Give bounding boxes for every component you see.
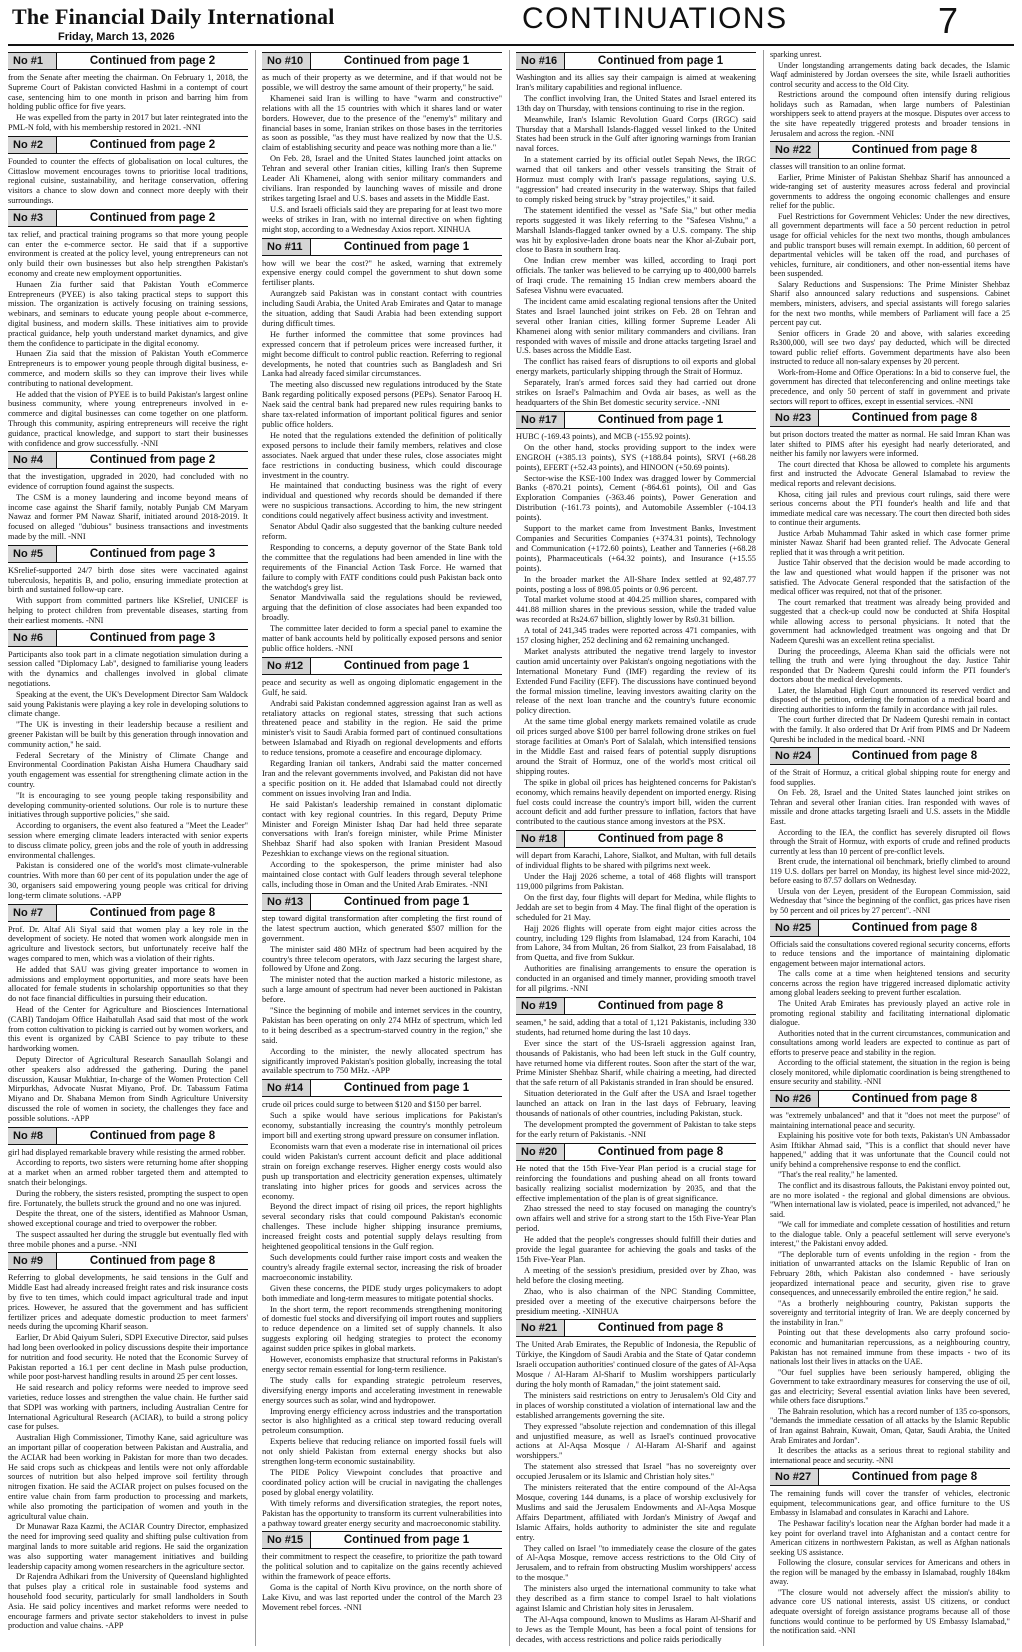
article-paragraph: During the robbery, the sisters resisted, prompting the suspect to open fire. Fortunately, the bullets struck the ground and no one was injured.	[8, 1188, 248, 1208]
article-paragraph: was "extremely unbalanced" and that it "does not meet the purpose" of maintaining international peace and security.	[770, 1111, 1010, 1130]
article-paragraph: The incident came amid escalating regional tensions after the United States and Israel launched joint strikes on Feb. 28 on Tehran and several other Iranian cities, killing former Supreme Leader Ali Khamenei along with senior military commanders and civilians. Iran responded with waves of missile and drone attacks targeting Israel and U.S. bases across the Middle East.	[516, 296, 756, 356]
article-paragraph: Pakistan is considered one of the world's most climate-vulnerable countries. With more than 60 per cent of its population under the age of 30, organisers said empowering young people was critical for driving long-term climate solutions. -APP	[8, 861, 248, 900]
article-paragraph: Zhao stressed the need to stay focused on managing the country's own affairs well and strive for a strong start to the 15th Five-Year Plan period.	[516, 1204, 756, 1234]
article-paragraph: step toward digital transformation after completing the first round of the latest spectrum auction, which generated $507 million for the government.	[262, 913, 502, 943]
continued-label: Continued from page 1	[343, 240, 470, 253]
article-paragraph: that the investigation, upgraded in 2020, had concluded with no evidence of corruption found against the suspects.	[8, 472, 248, 492]
article-paragraph: The meeting also discussed new regulations introduced by the State Bank regarding politically exposed persons (PEPs). Senator Farooq H. Naek said the central bank had prepared new rules requiring banks to share tax-related information of important political figures and senior public office holders.	[262, 380, 502, 429]
article-paragraph: The spike in global oil prices has heightened concerns for Pakistan's economy, which remains heavily dependent on imported energy. Rising fuel costs could increase the country's import bill, widen the current account deficit and add further pressure to inflation, factors that have contributed to the cautious stance among investors at the PSX.	[516, 777, 756, 827]
continued-label: Continued from page 3	[89, 631, 216, 644]
column-divider	[509, 50, 510, 1646]
article-paragraph: The suspect assaulted her during the struggle but eventually fled with three mobile phones and a purse. -NNI	[8, 1229, 248, 1249]
article-paragraph: from the Senate after meeting the chairman. On February 1, 2018, the Supreme Court of Pakistan convicted Hashmi in a contempt of court case, sentencing him to one month in prison and barring him from holding public office for five years.	[8, 73, 248, 112]
continued-label: Continued from page 8	[597, 999, 724, 1012]
continued-header	[8, 136, 248, 154]
article-paragraph: Khosa, citing jail rules and previous court rulings, said there were serious concerns about the PTI founder's health and life and that immediate medical care was necessary. The court then directed both sides to continue their arguments.	[770, 489, 1010, 528]
article-paragraph: According to the IEA, the conflict has severely disrupted oil flows through the Strait of Hormuz, with exports of crude and refined products currently at less than 10 percent of pre-conflict levels.	[770, 827, 1010, 856]
news-article	[516, 52, 756, 408]
article-paragraph: Total market volume stood at 404.25 million shares, compared with 441.88 million shares in the previous session, while the traded value was recorded at Rs24.67 billion, slightly lower by Rs0.31 billion.	[516, 595, 756, 625]
article-paragraph: of the Strait of Hormuz, a critical global shipping route for energy and food supplies.	[770, 768, 1010, 787]
news-article	[8, 904, 248, 1124]
article-paragraph: girl had displayed remarkable bravery while resisting the armed robber.	[8, 1147, 246, 1157]
article-paragraph: Federal Secretary of the Ministry of Climate Change and Environmental Coordination Pakistan Aisha Humera Chaudhary said youth engagement was essential for strengthening climate action in the country.	[8, 750, 248, 790]
article-paragraph: Following the closure, consular services for Americans and others in the region will be managed by the embassy in Islamabad, roughly 184km away.	[770, 1558, 1010, 1587]
news-article	[770, 747, 1010, 915]
article-number: No #2	[8, 137, 57, 153]
article-paragraph: In the broader market the All-Share Index settled at 92,487.77 points, posting a loss of 898.05 points or 0.96 percent.	[516, 574, 756, 594]
article-paragraph: classes will transition to an online format.	[770, 162, 906, 172]
article-paragraph: The court directed that Khosa be allowed to complete his arguments first and instructed the Advocate General Islamabad to review the medical reports and relevant decisions.	[770, 459, 1010, 488]
news-article	[770, 50, 1010, 138]
news-article	[262, 52, 502, 235]
news-article	[516, 997, 756, 1140]
continued-label: Continued from page 3	[89, 547, 216, 560]
continued-header	[8, 451, 248, 469]
issue-date: Friday, March 13, 2026	[58, 31, 175, 43]
article-paragraph: Market analysts attributed the negative trend largely to investor caution amid uncertainty over Pakistan's ongoing negotiations with the International Monetary Fund (IMF) regarding the review of its Extended Fund Facility (EFF). The discussions have continued beyond the formal mission timeline, leaving investors awaiting clarity on the release of the next loan tranche and the country's future economic policy direction.	[516, 646, 756, 716]
article-paragraph: Dr Munawar Raza Kazmi, the ACIAR Country Director, emphasized the need for improving seed quality and shifting pulse cultivation from marginal lands to more suitable arid regions. He said the organization was also supporting water management initiatives and building leadership capacity among women researchers in the agriculture sector.	[8, 1522, 248, 1571]
article-paragraph: Such a spike would have serious implications for Pakistan's economy, substantially increasing the country's monthly petroleum import bill and exerting strong upward pressure on consumer inflation.	[262, 1111, 502, 1141]
continued-header	[516, 830, 756, 848]
article-paragraph: On the other hand, stocks providing support to the index were ENGROH (+385.13 points), SYS (+188.84 points), SRVI (+68.28 points), EFERT (+52.43 points), and HINOON (+50.69 points).	[516, 442, 756, 472]
article-number: No #10	[262, 53, 311, 69]
column-divider	[763, 50, 764, 1646]
article-paragraph: Speaking at the event, the UK's Development Director Sam Waldock said young Pakistanis were playing a key role in developing solutions to climate change.	[8, 689, 248, 719]
article-paragraph: seamen," he said, adding that a total of 1,121 Pakistanis, including 330 students, had returned home during the last 10 days.	[516, 1017, 756, 1037]
article-paragraph: The conflict has raised fears of disruptions to oil exports and global energy markets, particularly shipping through the Strait of Hormuz.	[516, 357, 756, 377]
article-paragraph: will depart from Karachi, Lahore, Sialkot, and Multan, with full details of individual flights to be shared with pilgrims next week.	[516, 851, 756, 871]
article-paragraph: Fuel Restrictions for Government Vehicles: Under the new directives, all government departments will face a 50 percent reduction in petrol usage for official vehicles for the next two months, though ambulances and public transport buses will remain exempt. In addition, 60 percent of departmental vehicles will be taken off the road, and purchases of vehicles, furniture, air conditioners, and other non-essential items have been suspended.	[770, 211, 1010, 279]
article-paragraph: as much of their property as we determine, and if that would not be possible, we will destroy the same amount of their property," he said.	[262, 73, 502, 92]
article-paragraph: "The UK is investing in their leadership because a resilient and greener Pakistan will be built by this generation through innovation and community action," he said.	[8, 720, 248, 749]
news-article	[516, 1319, 756, 1644]
article-paragraph: The ministers said restrictions on entry to Jerusalem's Old City and in places of worship constituted a violation of international law and the established arrangements governing the site.	[516, 1390, 756, 1420]
continued-label: Continued from page 8	[89, 906, 216, 919]
article-paragraph: The court remarked that treatment was already being provided and suggested that a check-up could now be conducted at Shifa Hospital while allowing access to personal physicians. It noted that the government had acknowledged treatment was ongoing and that Dr Nadeem Qureshi was an excellent retina specialist.	[770, 597, 1010, 645]
article-paragraph: Meanwhile, Iran's Islamic Revolution Guard Corps (IRGC) said Thursday that a Marshall Islands-flagged vessel linked to the United States had been struck in the Gulf after ignoring warnings from Iranian naval forces.	[516, 114, 756, 154]
article-paragraph: He was expelled from the party in 2017 but later reintegrated into the PML-N fold, with his membership restored in 2021. -NNI	[8, 113, 248, 132]
article-paragraph: On the first day, four flights will depart for Medina, while flights to Jeddah are set to begin from 4 May. The final flight of the operation is scheduled for 21 May.	[516, 892, 756, 922]
article-paragraph: Justice Arbab Muhammad Tahir asked in which case former prime minister Nawaz Sharif had been granted relief. The Advocate General replied that it was through a writ petition.	[770, 528, 1010, 557]
article-paragraph: Economists warn that even a moderate rise in international oil prices could widen Pakistan's current account deficit and place additional strain on foreign exchange reserves. Higher energy costs would also push up transportation and electricity generation expenses, ultimately translating into higher prices for goods and services across the economy.	[262, 1142, 502, 1201]
article-paragraph: With support from committed partners like KSrelief, UNICEF is helping to protect children from preventable diseases, starting from their earliest moments. -NNI	[8, 596, 248, 625]
article-number: No #24	[770, 748, 819, 764]
continued-label: Continued from page 8	[851, 144, 978, 157]
article-paragraph: They expressed "absolute rejection and condemnation of this illegal and unjustified measure, as well as Israel's continued provocative actions at Al-Aqsa Mosque / Al-Haram Al-Sharif and against worshippers."	[516, 1421, 756, 1461]
article-paragraph: The minister said 480 MHz of spectrum had been acquired by the country's three telecom operators, with Jazz securing the largest share, followed by Ufone and Zong.	[262, 944, 502, 974]
article-paragraph: He added that the vision of PYEE is to build Pakistan's largest online business community, where young entrepreneurs involved in e-commerce and digital businesses can come together on one platform. Through this community, aspiring entrepreneurs will receive the right guidance, practical knowledge, and support to start their businesses with confidence and grow successfully. -NNI	[8, 389, 248, 448]
article-paragraph: "As a brotherly neighbouring country, Pakistan supports the sovereignty and territorial integrity of Iran. We are deeply concerned by the instability in Iran."	[770, 1298, 1010, 1327]
news-article	[770, 409, 1010, 744]
article-number: No #23	[770, 410, 819, 426]
article-paragraph: "That's the real reality," he lamented.	[778, 1170, 898, 1180]
article-number: No #4	[8, 452, 57, 468]
article-paragraph: Later, the Islamabad High Court announced its reserved verdict and disposed of the petition, ordering the formation of a medical board and directing authorities to inform the family in accordance with jail rules.	[770, 685, 1010, 714]
news-article	[262, 1079, 502, 1528]
article-paragraph: The Bahrain resolution, which has a record number of 135 co-sponsors, "demands the immediate cessation of all attacks by the Islamic Republic of Iran against Bahrain, Kuwait, Oman, Qatar, Saudi Arabia, the United Arab Emirates and Jordan".	[770, 1406, 1010, 1445]
article-paragraph: He further informed the committee that some provinces had expressed concern that if petroleum prices were increased further, it might become difficult to control public reaction. Referring to regional developments, he noted that countries such as Bangladesh and Sri Lanka had already faced similar circumstances.	[262, 329, 502, 379]
continued-label: Continued from page 1	[343, 1082, 470, 1095]
news-article	[262, 893, 502, 1077]
news-article	[516, 830, 756, 994]
news-article	[516, 411, 756, 827]
continued-header	[262, 657, 502, 675]
column-3	[516, 50, 756, 1648]
article-paragraph: Khamenei said Iran is willing to have "warm and constructive" relations with all the 15 countries with which it shares land or water borders. However, due to the presence of the "enemy's" military and financial bases in some, Iranian strikes on those bases in the territories as soon as possible, "as they must have realized by now that the U.S. claim of establishing security and peace was nothing more than a lie."	[262, 93, 502, 153]
column-1	[8, 50, 248, 1648]
news-article	[770, 1090, 1010, 1465]
continued-header	[516, 411, 756, 429]
article-paragraph: The PIDE Policy Viewpoint concludes that proactive and coordinated policy action will be crucial in navigating the challenges posed by global energy volatility.	[262, 1468, 502, 1497]
article-paragraph: According to the minister, the newly allocated spectrum has significantly improved Pakistan's position globally, increasing the total available spectrum to 750 MHz. -APP	[262, 1046, 502, 1076]
article-number: No #1	[8, 53, 57, 69]
article-paragraph: In the short term, the report recommends strengthening monitoring of domestic fuel stocks and diversifying oil import routes and suppliers to reduce dependence on a limited set of supply channels. It also suggests exploring oil hedging strategies to protect the economy against sudden price spikes in global markets.	[262, 1304, 502, 1354]
article-number: No #13	[262, 894, 311, 910]
article-number: No #15	[262, 1532, 311, 1548]
article-paragraph: The remaining funds will cover the transfer of vehicles, electronic equipment, telecommunications gear, and office furniture to the US Embassy in Islamabad and consulates in Karachi and Lahore.	[770, 1489, 1010, 1518]
continued-label: Continued from page 8	[597, 1322, 724, 1335]
continued-header	[770, 1090, 1010, 1108]
continued-header	[262, 238, 502, 256]
article-paragraph: The minister noted that the auction marked a historic milestone, as such a large amount of spectrum had never been auctioned in Pakistan before.	[262, 975, 502, 1005]
news-article	[262, 1531, 502, 1612]
article-paragraph: sparking unrest.	[770, 50, 822, 59]
article-paragraph: The statement also stressed that Israel "has no sovereignty over occupied Jerusalem or its Islamic and Christian holy sites."	[516, 1462, 756, 1482]
article-number: No #14	[262, 1080, 311, 1096]
article-paragraph: He added that SAU was giving greater importance to women in admissions and employment opportunities, and more seats have been allocated for female students in scholarship opportunities so that they do not face financial difficulties in pursuing their education.	[8, 964, 248, 1004]
continued-header	[262, 893, 502, 911]
news-article	[770, 919, 1010, 1087]
article-paragraph: Senior officers in Grade 20 and above, with salaries exceeding Rs300,000, will see two days' pay deducted, which will be directed toward public relief efforts. Government departments have also been instructed to reduce all non-salary expenses by 20 percent.	[770, 328, 1010, 367]
article-paragraph: The committee later decided to form a special panel to examine the matter of bank accounts held by politically exposed persons and senior public office holders. -NNI	[262, 624, 502, 653]
article-paragraph: However, economists emphasize that structural reforms in Pakistan's energy sector remain essential for long-term resilience.	[262, 1355, 502, 1374]
article-paragraph: Earlier, Dr Abid Qaiyum Suleri, SDPI Executive Director, said pulses had long been overlooked in policy discussions despite their importance for nutrition and food security. He noted that the Economic Survey of Pakistan reported a 16.1 per cent decline in Mash pulse production, while poor post-harvest handling results in around 25 per cent losses.	[8, 1333, 248, 1382]
article-paragraph: The ministers reiterated that the entire compound of the Al-Aqsa Mosque, covering 144 dunams, is a place of worship exclusively for Muslims and said the Jerusalem Endowments and Al-Aqsa Mosque Affairs Department, affiliated with Jordan's Ministry of Awqaf and Islamic Affairs, holds authority to administer the site and regulate entry.	[516, 1483, 756, 1542]
continued-header	[8, 629, 248, 647]
article-paragraph: Under longstanding arrangements dating back decades, the Islamic Waqf administered by Jordan oversees the site, while Israeli authorities control security and access to the Old City.	[770, 60, 1010, 89]
continued-label: Continued from page 8	[89, 1255, 216, 1268]
news-article	[262, 238, 502, 654]
article-paragraph: On Feb. 28, Israel and the United States launched joint attacks on Tehran and several other Iranian cities, killing Iran's then Supreme Leader Ali Khamenei, along with senior military commanders and civilians. Iran responded by launching waves of missile and drone strikes targeting Israel and U.S. bases and assets in the Middle East.	[262, 154, 502, 203]
continued-label: Continued from page 8	[597, 833, 724, 846]
article-paragraph: Justice Tahir observed that the decision would be made according to the law and questioned what would happen if the prisoner was not satisfied. The Advocate General responded that the satisfaction of the medical officer was required, not that of the prisoner.	[770, 558, 1010, 597]
article-paragraph: Prof. Dr. Altaf Ali Siyal said that women play a key role in the development of society. He noted that women work alongside men in agriculture and livestock sectors, but unfortunately receive half the wages compared to men, which was a violation of their rights.	[8, 924, 248, 963]
article-paragraph: "Since the beginning of mobile and internet services in the country, Pakistan has been operating on only 274 MHz of spectrum, which led to it being described as a spectrum-starved country in the region," she said.	[262, 1006, 502, 1045]
continued-header	[8, 52, 248, 70]
article-paragraph: "It is encouraging to see young people taking responsibility and developing community-oriented solutions. Our role is to nurture these initiatives through supportive policies," she said.	[8, 790, 248, 820]
article-paragraph: He said research and policy reforms were needed to improve seed varieties, reduce losses and strengthen the value chain. He further said that SDPI was working with partners, including Australian Centre for International Agricultural Research (ACIAR), to build a strong policy case for pulses.	[8, 1383, 248, 1432]
news-article	[8, 1252, 248, 1631]
article-number: No #8	[8, 1128, 57, 1144]
article-paragraph: The CSM is a money laundering and income beyond means of income case against the Sharif family, notably Punjab CM Maryam Nawaz and former PM Nawaz Sharif, initiated around 2018-2019. It focused on alleged "dubious" business transactions and investments made by the mill. -NNI	[8, 492, 248, 542]
continued-label: Continued from page 2	[89, 55, 216, 67]
article-paragraph: Authorities noted that in the current circumstances, communication and consultations among world leaders are expected to continue as part of efforts to preserve peace and stability in the region.	[770, 1028, 1010, 1057]
article-paragraph: Experts believe that reducing reliance on imported fossil fuels will not only shield Pakistan from external energy shocks but also strengthen long-term economic sustainability.	[262, 1437, 502, 1467]
continued-header	[262, 52, 502, 70]
continued-header	[770, 747, 1010, 765]
article-paragraph: Situation deteriorated in the Gulf after the USA and Israel together launched an attack on Iran in the last days of February, leaving thousands of nationals of other countries, including Pakistan, stuck.	[516, 1089, 756, 1119]
column-2	[262, 50, 502, 1648]
continued-label: Continued from page 1	[597, 413, 724, 426]
article-paragraph: A meeting of the session's presidium, presided over by Zhao, was held before the closing meeting.	[516, 1265, 756, 1285]
continued-header	[8, 1252, 248, 1270]
article-number: No #27	[770, 1469, 819, 1485]
continued-label: Continued from page 8	[89, 1129, 216, 1142]
article-paragraph: "Our fuel supplies have been seriously hampered, obliging the Government to take extraordinary measures for conserving the use of oil, gas and electricity; Several essential aviation links have been severed, while others face disruptions."	[770, 1367, 1010, 1406]
news-article	[770, 1468, 1010, 1635]
publication-name: The Financial Daily International	[12, 4, 335, 29]
article-paragraph: The court further directed that Dr Nadeem Qureshi remain in contact with the family. It also ordered that Dr Arif from PIMS and Dr Nadeem Qureshi be included in the medical board. -NNI	[770, 715, 1010, 744]
article-paragraph: Ever since the start of the US-Israeli aggression against Iran, thousands of Pakistanis, who had been left stuck in the Gulf country, have returned home via different routes. Soon after the start of the war, Prime Minister Shehbaz Sharif, while chairing a meeting, had directed that the safe return of all Pakistanis stranded in Iran should be ensured.	[516, 1038, 756, 1088]
header-rule	[8, 44, 1014, 46]
article-paragraph: Ursula von der Leyen, president of the European Commission, said Wednesday that "since the beginning of the conflict, gas prices have risen by 50 percent and oil prices by 27 percent". -NNI	[770, 886, 1010, 915]
article-number: No #18	[516, 831, 565, 847]
article-paragraph: Regarding Iranian oil tankers, Andrabi said the matter concerned Iran and the relevant governments involved, and Pakistan did not have a specific position on it. He added that Islamabad could not directly comment on issues involving Iran and India.	[262, 759, 502, 798]
continued-header	[516, 1319, 756, 1337]
continued-label: Continued from page 1	[343, 55, 470, 67]
article-paragraph: They called on Israel "to immediately cease the closure of the gates of Al-Aqsa Mosque, remove access restrictions to the Old City of Jerusalem, and to refrain from obstructing Muslim worshippers' access to the mosque."	[516, 1543, 756, 1583]
continued-label: Continued from page 8	[851, 1093, 978, 1105]
article-paragraph: Beyond the direct impact of rising oil prices, the report highlights several secondary risks that could compound Pakistan's economic challenges. These include higher shipping insurance premiums, increased freight costs and potential supply delays resulting from heightened geopolitical tensions in the Gulf region.	[262, 1202, 502, 1252]
news-article	[8, 1127, 248, 1250]
article-paragraph: Brent crude, the international oil benchmark, briefly climbed to around 119 U.S. dollars per barrel on Monday, its highest level since mid-2022, before easing to 87.57 dollars on Wednesday.	[770, 857, 1010, 886]
article-number: No #9	[8, 1253, 57, 1269]
continued-label: Continued from page 1	[343, 895, 470, 908]
continued-header	[516, 997, 756, 1015]
article-number: No #20	[516, 1144, 565, 1160]
article-paragraph: Sector-wise the KSE-100 Index was dragged lower by Commercial Banks (-870.21 points), Cement (-864.61 points), Oil and Gas Exploration Companies (-363.46 points), Power Generation and Distribution (-161.73 points), and Automobile Assembler (-104.13 points).	[516, 473, 756, 523]
article-paragraph: Referring to global developments, he said tensions in the Gulf and Middle East had already increased freight rates and risk insurance costs by five to ten times, which could impact agricultural trade and input prices. However, he assured that the government and has sufficient fertilizer prices and adequate domestic production to meet farmers' needs during the upcoming Kharif season.	[8, 1273, 248, 1332]
article-paragraph: their commitment to respect the ceasefire, to prioritize the path toward the political solution and to capitalize on the gains recently achieved within the framework of peace efforts.	[262, 1552, 502, 1582]
article-paragraph: On Feb. 28, Israel and the United States launched joint strikes on Tehran and several other Iranian cities. Iran responded with waves of missile and drone attacks targeting Israeli and U.S. assets in the Middle East.	[770, 788, 1010, 826]
article-paragraph: Washington and its allies say their campaign is aimed at weakening Iran's military capabilities and regional influence.	[516, 73, 756, 92]
article-paragraph: In a statement carried by its official outlet Sepah News, the IRGC warned that oil tankers and other vessels transiting the Strait of Hormuz must comply with Iran's passage regulations, saying U.S. "aggression" had created insecurity in the waterway. Ships that failed to comply risked being struck by "stray projectiles," it said.	[516, 155, 756, 204]
continued-label: Continued from page 1	[343, 659, 470, 672]
article-paragraph: peace and security as well as ongoing diplomatic engagement in the Gulf, he said.	[262, 677, 502, 697]
article-paragraph: Despite the threat, one of the sisters, identified as Mahnoor Usman, showed exceptional courage and tried to overpower the robber.	[8, 1209, 248, 1229]
continued-header	[770, 919, 1010, 937]
article-paragraph: Deputy Director of Agricultural Research Sanaullah Solangi and other speakers also addressed the gathering. During the panel discussion, Kausar Mukhtiar, In-charge of the Women Protection Cell Mirpurkhas, Advocate Nusrat Miyano, Prof. Dr. Tabassum Fatima Miyano and Dr. Shabana Memon from Sindh Agriculture University discussed the role of women in society, the challenges they face and possible solutions. -APP	[8, 1054, 248, 1123]
article-paragraph: According to organisers, the event also featured a "Meet the Leader" session where emerging climate leaders interacted with senior experts to discuss climate policy, green jobs and the role of youth in addressing environmental challenges.	[8, 821, 248, 860]
news-article	[770, 141, 1010, 406]
article-paragraph: Senator Abdul Qadir also suggested that the banking culture needed reform.	[262, 522, 502, 541]
article-number: No #6	[8, 630, 57, 646]
article-paragraph: Under the Hajj 2026 scheme, a total of 468 flights will transport 119,000 pilgrims from Pakistan.	[516, 872, 756, 891]
article-number: No #25	[770, 920, 819, 936]
article-paragraph: U.S. and Israeli officials said they are preparing for at least two more weeks of strikes in Iran, with no internal directive on when fighting might stop, according to a Wednesday Axios report. XINHUA	[262, 204, 502, 234]
article-paragraph: According to reports, two sisters were returning home after shopping at a market when an armed robber targeted them and attempted to snatch their belongings.	[8, 1158, 248, 1187]
continued-header	[770, 1468, 1010, 1486]
article-paragraph: but prison doctors treated the matter as normal. He said Imran Khan was later shifted to PIMS after his eyesight had nearly deteriorated, and neither his family nor lawyers were informed.	[770, 430, 1010, 459]
continued-label: Continued from page 1	[597, 55, 724, 67]
article-number: No #16	[516, 53, 565, 69]
news-article	[262, 657, 502, 890]
article-paragraph: At the same time global energy markets remained volatile as crude oil prices surged above $100 per barrel following drone strikes on fuel storage facilities at Oman's Port of Salalah, which intensified tensions in the Middle East and raised fears of potential supply disruptions around the Strait of Hormuz, one of the world's most critical oil shipping routes.	[516, 717, 756, 776]
article-number: No #3	[8, 210, 57, 226]
continued-header	[770, 409, 1010, 427]
article-number: No #17	[516, 412, 565, 428]
column-4	[770, 50, 1010, 1648]
article-paragraph: The conflict and its disastrous fallouts, the Pakistani envoy pointed out, are no more isolated - the regional and global dimensions are obvious. "When international law is violated, peace is imperiled, not advanced," he said.	[770, 1180, 1010, 1219]
article-paragraph: He noted that the regulations extended the definition of politically exposed persons to include their family members, relatives and close associates. Naek argued that under these rules, close associates might face restrictions in conducting business, which could discourage investment in the country.	[262, 430, 502, 480]
article-paragraph: Such developments could further raise import costs and weaken the country's already fragile external sector, increasing the risk of broader macroeconomic instability.	[262, 1252, 502, 1282]
article-number: No #5	[8, 546, 57, 562]
continued-label: Continued from page 2	[89, 211, 216, 224]
continued-header	[516, 1143, 756, 1161]
article-paragraph: Improving energy efficiency across industries and the transportation sector is also highlighted as a critical step toward reducing overall petroleum consumption.	[262, 1406, 502, 1436]
article-paragraph: Hunaen Zia further said that Pakistan Youth eCommerce Entrepreneurs (PYEE) is also taking practical steps to support this mission. The organization is actively focusing on training sessions, webinars, and seminars to educate young people about e-commerce, digital business, and modern skills. These initiatives aim to provide practical guidance, help youth understand market dynamics, and give them the confidence to participate in the digital economy.	[8, 279, 248, 348]
article-paragraph: During the proceedings, Aleema Khan said the officials were not telling the truth and were lying throughout the day. Justice Tahir responded that Dr Nadeem Qureshi could inform the PTI founder's doctors about the medical developments.	[770, 646, 1010, 685]
article-paragraph: Senator Mandviwalla said the regulations should be reviewed, arguing that the definition of close associates had been expanded too broadly.	[262, 593, 502, 623]
article-number: No #22	[770, 142, 819, 158]
article-paragraph: He added that the people's congresses should fulfill their duties and provide the legal guarantee for achieving the goals and tasks of the 15th Five-Year Plan.	[516, 1235, 756, 1264]
article-paragraph: One Indian crew member was killed, according to Iraqi port officials. The tanker was believed to be carrying up to 400,000 barrels of Iraqi crude. The remaining 15 Indian crew members aboard the Safesea Vishnu were evacuated.	[516, 256, 756, 296]
article-paragraph: The study calls for expanding strategic petroleum reserves, diversifying energy imports and accelerating investment in renewable energy sources such as solar, wind and hydropower.	[262, 1375, 502, 1405]
continued-header	[8, 904, 248, 922]
continued-label: Continued from page 8	[597, 1145, 724, 1158]
article-paragraph: Goma is the capital of North Kivu province, on the north shore of Lake Kivu, and was last reported under the control of the March 23 Movement rebel forces. -NNI	[262, 1583, 502, 1612]
article-paragraph: how will we bear the cost?" he asked, warning that extremely expensive energy could compel the government to shut down some fertiliser plants.	[262, 258, 502, 288]
article-paragraph: Head of the Center for Agriculture and Biosciences International (CABI) Tandojam Office Haibatullah Asad said that most of the work from cotton cultivation to picking is carried out by women workers, and this event is organized by CABI Science to pay tribute to these hardworking women.	[8, 1004, 248, 1054]
news-article	[8, 451, 248, 542]
article-paragraph: Zhao, who is also chairman of the NPC Standing Committee, presided over a meeting of the executive chairpersons before the presidium meeting. -XINHUA	[516, 1286, 756, 1316]
article-paragraph: According to the official statement, the situation in the region is being closely monitored, while diplomatic coordination is being strengthened to ensure security and stability. -NNI	[770, 1058, 1010, 1087]
continued-label: Continued from page 8	[851, 1471, 978, 1484]
article-paragraph: He maintained that conducting business was the right of every individual and questioned why records should be demanded if there were no suspicious transactions. According to him, the new stringent conditions could negatively affect business activity and investment.	[262, 481, 502, 521]
news-article	[516, 1143, 756, 1317]
continued-header	[262, 1531, 502, 1549]
continued-label: Continued from page 2	[89, 454, 216, 467]
article-paragraph: "The closure would not adversely affect the mission's ability to advance core US national interests, assist US citizens, or conduct adequate oversight of foreign assistance programs because all of those functions would continue to be performed by US Embassy Islamabad," the notification said. -NNI	[770, 1587, 1010, 1636]
article-paragraph: The United Arab Emirates has previously played an active role in promoting regional stability and facilitating international diplomatic dialogue.	[770, 998, 1010, 1028]
article-paragraph: Australian High Commissioner, Timothy Kane, said agriculture was an important pillar of cooperation between Pakistan and Australia, and the ACIAR had been working in Pakistan for more than two decades. He said crops such as chickpeas and lentils were not only affordable sources of nutrition but also helped improve soil fertility through nitrogen fixation. He said the ACIAR project on pulses focused on the entire value chain from farm production to processing and markets, while also promoting the participation of women and youth in the agricultural value chain.	[8, 1433, 248, 1521]
article-paragraph: Work-from-Home and Office Operations: In a bid to conserve fuel, the government has directed that teleconferencing and online meetings take precedence, and only 50 percent of staff in government and private sectors will report to offices, except in essential services. -NNI	[770, 367, 1010, 406]
article-paragraph: The Al-Aqsa compound, known to Muslims as Haram Al-Sharif and to Jews as the Temple Mount, has been a focal point of tensions for decades, with access restrictions and police raids periodically	[516, 1614, 756, 1644]
article-paragraph: It describes the attacks as a serious threat to regional stability and international peace and security. -NNI	[770, 1446, 1010, 1465]
article-paragraph: Support to the market came from Investment Banks, Investment Companies and Securities Companies (+374.31 points), Technology and Communication (+172.60 points), Leather and Tanneries (+68.28 points), Pharmaceuticals (+64.32 points), and Insurance (+15.55 points).	[516, 524, 756, 573]
article-number: No #21	[516, 1320, 565, 1336]
article-paragraph: Given these concerns, the PIDE study urges policymakers to adopt both immediate and long-term measures to mitigate potential shocks.	[262, 1283, 502, 1303]
article-number: No #19	[516, 998, 565, 1014]
news-article	[8, 629, 248, 901]
continued-label: Continued from page 8	[851, 921, 978, 934]
masthead	[0, 0, 1022, 46]
article-paragraph: Explaining his positive vote for both texts, Pakistan's UN Ambassador Asim Iftikhar Ahmad said, "This is a conflict that should never have happened," adding that it was unfortunate that the Council could not unify behind a comprehensive response to end the conflict.	[770, 1131, 1010, 1169]
article-paragraph: The calls come at a time when heightened tensions and security concerns across the region have triggered increased diplomatic activity among global leaders seeking to prevent further escalation.	[770, 969, 1010, 998]
article-paragraph: The United Arab Emirates, the Republic of Indonesia, the Republic of Türkiye, the Kingdom of Saudi Arabia and the State of Qatar condemn Israeli occupation authorities' continued closure of the gates of Al-Aqsa Mosque / Al-Haram Al-Sharif to Muslim worshippers particularly during the holy month of Ramadan," the joint statement said.	[516, 1340, 756, 1390]
article-paragraph: He noted that the 15th Five-Year Plan period is a crucial stage for reinforcing the foundations and pushing ahead on all fronts toward basically realizing socialist modernization by 2035, and that the effective implementation of the plan is of great significance.	[516, 1163, 756, 1203]
news-article	[8, 209, 248, 449]
article-paragraph: The conflict involving Iran, the United States and Israel entered its 13th day on Thursday, with tensions continuing to rise in the region.	[516, 93, 756, 113]
article-number: No #26	[770, 1091, 819, 1107]
article-paragraph: A total of 241,345 trades were reported across 471 companies, with 157 closing higher, 252 declining and 62 remaining unchanged.	[516, 626, 756, 646]
article-paragraph: Authorities are finalising arrangements to ensure the operation is conducted in an organised and timely manner, providing smooth travel for all pilgrims. -NNI	[516, 964, 756, 994]
section-title: CONTINUATIONS	[522, 2, 788, 35]
article-paragraph: Restrictions around the compound often intensify during religious holidays such as Ramadan, when large numbers of Palestinian worshippers seek to attend prayers at the mosque. Disputes over access to the site have repeatedly triggered protests and broader tensions in Jerusalem and across the region. -NNI	[770, 90, 1010, 138]
article-paragraph: Salary Reductions and Suspensions: The Prime Minister Shehbaz Sharif also announced salary reductions and suspensions. Cabinet members, ministers, advisers, and special assistants will forego salaries for the next two months, while members of Parliament will face a 25 percent pay cut.	[770, 279, 1010, 328]
continued-header	[8, 1127, 248, 1145]
continued-label: Continued from page 8	[851, 412, 978, 425]
article-paragraph: Separately, Iran's armed forces said they had carried out drone strikes on Israel's Palmachim and Ovda air bases, as well as the headquarters of the Shin Bet domestic security service. -NNI	[516, 378, 756, 407]
article-paragraph: The Peshawar facility's location near the Afghan border had made it a key point for overland travel into Afghanistan and a contact centre for American citizens in northwestern Pakistan, as well as Afghan nationals seeking US assistance.	[770, 1518, 1010, 1557]
article-paragraph: Participants also took part in a climate negotiation simulation during a session called "Diplomacy Lab", designed to familiarise young leaders with the dynamics and challenges involved in global climate negotiations.	[8, 649, 248, 689]
article-paragraph: HUBC (-169.43 points), and MCB (-155.92 points).	[516, 431, 691, 441]
news-article	[8, 52, 248, 133]
article-paragraph: With timely reforms and diversification strategies, the report notes, Pakistan has the opportunity to transform its current vulnerabilities into a pathway toward greater energy security and macroeconomic stability.	[262, 1498, 502, 1528]
page-number: 7	[938, 0, 959, 41]
article-paragraph: He said Pakistan's leadership remained in constant diplomatic contact with key regional countries. In this regard, Deputy Prime Minister and Foreign Minister Ishaq Dar had held three separate conversations with Iran's foreign minister, while Prime Minister Shehbaz Sharif had also spoken with Iranian President Masoud Pezeshkian to exchange views on the regional situation.	[262, 799, 502, 859]
article-paragraph: "The deplorable turn of events unfolding in the region - from the initiation of unwarranted attacks on the Islamic Republic of Iran on February 28th, which Pakistan also condemned - have seriously jeopardized international peace and security, given rise to grave consequences, and unnecessarily embroiled the entire region," he said.	[770, 1249, 1010, 1298]
article-paragraph: Officials said the consultations covered regional security concerns, efforts to reduce tensions and the importance of maintaining diplomatic engagement between major international actors.	[770, 939, 1010, 968]
column-divider	[255, 50, 256, 1646]
continued-header	[8, 209, 248, 227]
article-paragraph: Andrabi said Pakistan condemned aggression against Iran as well as retaliatory attacks on regional states, stressing that such actions threatened peace and stability in the region. He said the prime minister's visit to Saudi Arabia formed part of continued consultations between Islamabad and Riyadh on regional developments and efforts to reduce tensions, promote a ceasefire and encourage diplomacy.	[262, 698, 502, 758]
article-paragraph: Dr Rajendra Adhikari from the University of Queensland highlighted that pulses play a critical role in sustainable food systems and household food security, particularly for small landholders in South Asia. He said policy incentives and market reforms were needed to encourage farmers and private sector stakeholders to invest in pulse production and value chains. -APP	[8, 1572, 248, 1631]
article-number: No #7	[8, 905, 57, 921]
continued-label: Continued from page 1	[343, 1534, 470, 1547]
article-paragraph: The development prompted the government of Pakistan to take steps for the early return of Pakistanis. -NNI	[516, 1120, 756, 1139]
article-paragraph: tax relief, and practical training programs so that more young people can enter the e-commerce sector. He said that if a supportive environment is created at the policy level, young entrepreneurs can not only build their own businesses but also help strengthen Pakistan's economy and create new employment opportunities.	[8, 229, 248, 278]
news-article	[8, 136, 248, 206]
article-paragraph: Aurangzeb said Pakistan was in constant contact with countries including Saudi Arabia, the United Arab Emirates and Qatar to manage the situation, adding that Saudi Arabia had been extending support during difficult times.	[262, 289, 502, 328]
article-paragraph: Hunaen Zia said that the mission of Pakistan Youth eCommerce Entrepreneurs is to empower young people through digital business, e-commerce, and modern skills so they can improve their lives while contributing to national development.	[8, 349, 248, 388]
article-paragraph: The statement identified the vessel as "Safe Sia," but other media reports suggested it was likely referring to the "Safesea Vishnu," a Marshall Islands-flagged tanker owned by a U.S. company. The ship was hit by explosive-laden drone boats near the Khor al-Zubair port, close to Basra in southern Iraq.	[516, 205, 756, 255]
news-article	[8, 545, 248, 626]
article-paragraph: Responding to concerns, a deputy governor of the State Bank told the committee that the regulations had been amended in line with the requirements of the Financial Action Task Force. He warned that failure to comply with FATF conditions could push Pakistan back onto the watchdog's grey list.	[262, 542, 502, 592]
continued-header	[8, 545, 248, 563]
article-paragraph: Founded to counter the effects of globalisation on local cultures, the Cittaslow movement encourages towns to prioritise local traditions, regional cuisine, sustainability, and heritage conservation, offering visitors a chance to slow down and connect more deeply with their surroundings.	[8, 156, 248, 205]
article-number: No #12	[262, 658, 311, 674]
article-paragraph: The ministers also urged the international community to take what they described as a firm stance to compel Israel to halt violations against Islamic and Christian holy sites in Jerusalem.	[516, 1584, 756, 1613]
article-paragraph: Pointing out that these developments also carry profound socio-economic and humanitarian repercussions, as a neighbouring country, Pakistan has not remained immune from these impacts - two of its nationals lost their lives in attacks on the UAE.	[770, 1328, 1010, 1367]
continued-header	[262, 1079, 502, 1097]
article-paragraph: Earlier, Prime Minister of Pakistan Shehbaz Sharif has announced a wide-ranging set of austerity measures across federal and provincial governments to address the ongoing economic challenges and ensure relief for the public.	[770, 172, 1010, 211]
continued-header	[516, 52, 756, 70]
continued-header	[770, 141, 1010, 159]
continued-label: Continued from page 8	[851, 750, 978, 763]
article-paragraph: "We call for immediate and complete cessation of hostilities and return to the dialogue table. Only a peaceful settlement will serve everyone's interest," the Pakistani envoy added.	[770, 1220, 1010, 1249]
article-number: No #11	[262, 239, 311, 255]
continued-label: Continued from page 2	[89, 138, 216, 151]
article-paragraph: crude oil prices could surge to between $120 and $150 per barrel.	[262, 1100, 482, 1110]
article-paragraph: Hajj 2026 flights will operate from eight major cities across the country, including 129 flights from Islamabad, 124 from Karachi, 104 from Lahore, 34 from Multan, 26 from Sialkot, 23 from Faisalabad, 18 from Quetta, and five from Sukkur.	[516, 923, 756, 963]
article-paragraph: KSrelief-supported 24/7 birth dose sites were vaccinated against tuberculosis, hepatitis B, and polio, ensuring immediate protection at birth and sustained follow-up care.	[8, 565, 248, 595]
article-paragraph: According to the spokesperson, the prime minister had also maintained close contact with Gulf leaders through several telephone calls, including those in Oman and the United Arab Emirates. -NNI	[262, 860, 502, 889]
